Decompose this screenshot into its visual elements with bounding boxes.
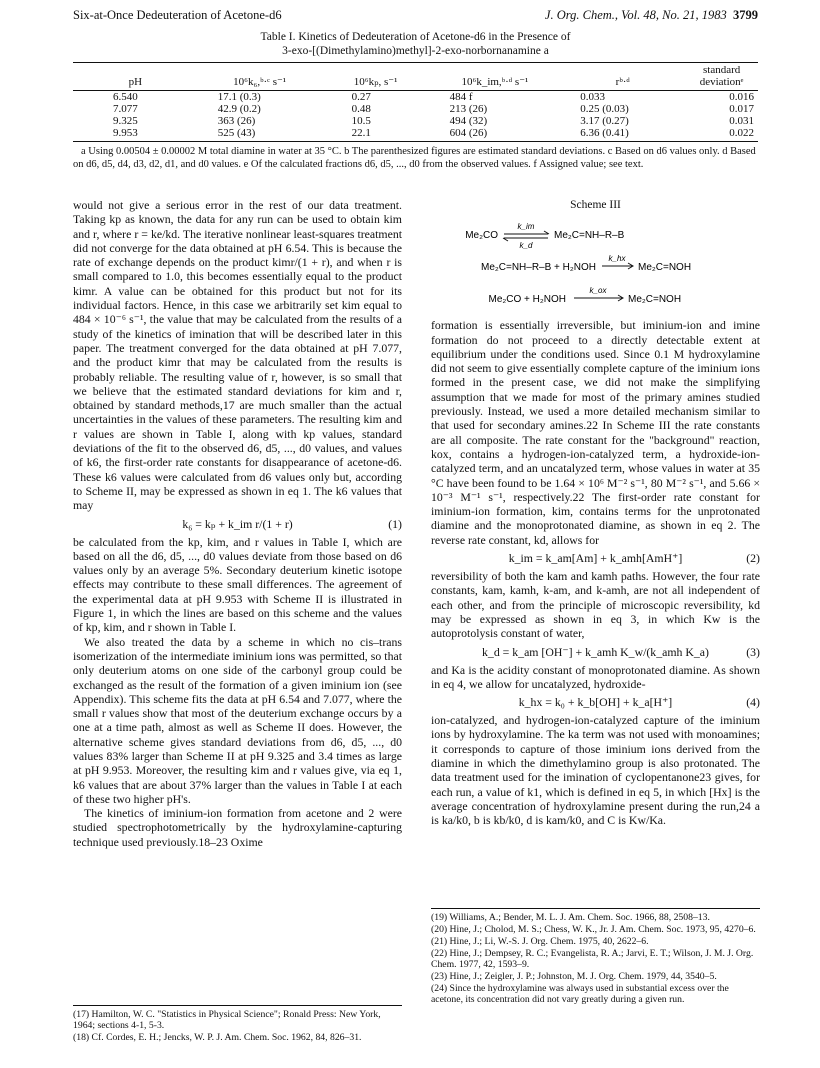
running-head (73, 6, 758, 24)
table-header-row (73, 63, 758, 91)
table-cell: 9.325 (113, 115, 138, 127)
table-cell: 6.36 (0.41) (560, 127, 685, 142)
table-caption-line-2: 3-exo-[(Dimethylamino)methyl]-2-exo-norbornanamine a (282, 45, 549, 57)
table-cell: 22.1 (322, 127, 430, 142)
scheme-diagram (446, 216, 746, 312)
table-cell: 363 (26) (217, 115, 256, 127)
equation-number: (3) (746, 644, 760, 659)
table-cell: 484 f (449, 91, 473, 103)
footnote: (21) Hine, J.; Li, W.-S. J. Org. Chem. 1975, 40, 2622–6. (431, 936, 649, 947)
table-cell: 6.540 (113, 91, 138, 103)
footnote: (18) Cf. Cordes, E. H.; Jencks, W. P. J. Am. Chem. Soc. 1962, 84, 826–31. (73, 1032, 362, 1043)
paragraph: be calculated from the kp, kim, and r values in Table I, which are based on all the d6, d5, ..., d0 values deviate from those based on d6 values only by an average 5%. Secondary deuterium kinetic isotope effects may contribute to these small differences. The agreement of the experimental data at pH 9.953 with Scheme II is illustrated in Figure 1, in which the lines are based on this scheme and the values of kp, kim, and r shown in Table I. (73, 534, 402, 635)
paragraph: and Ka is the acidity constant of monoprotonated diamine. As shown in eq 4, we allow for uncatalyzed, hydroxide- (431, 662, 760, 691)
table-cell: 525 (43) (198, 127, 322, 142)
table-cell: 42.9 (0.2) (217, 103, 261, 115)
table-row (73, 91, 758, 104)
equation-3 (431, 644, 760, 660)
table-1 (73, 30, 758, 171)
equation-body: k_d = k_am [OH⁻] + k_amh K_w/(k_amh K_a) (482, 644, 709, 659)
equation-number: (1) (388, 516, 402, 531)
footnote: (23) Hine, J.; Zeigler, J. P.; Johnston, M. J. Org. Chem. 1979, 44, 3540–5. (431, 971, 717, 982)
table-row (73, 115, 758, 127)
col-header-kp: 10⁶kₚ, s⁻¹ (322, 63, 430, 91)
paragraph: reversibility of both the kam and kamh paths. However, the four rate constants, kam, kamh, k-am, and k-amh, are not all independent of each other, and from the principle of microscopic reversibility, kd may be expressed as shown in eq 3, in which Kw is the autoprotolysis constant of water, (431, 569, 760, 641)
equation-body: k_im = k_am[Am] + k_amh[AmH⁺] (508, 551, 683, 566)
right-footnotes (431, 908, 760, 1006)
footnote: (19) Williams, A.; Bender, M. L. J. Am. Chem. Soc. 1966, 88, 2508–13. (431, 912, 710, 923)
scheme-k-d: k_d (519, 241, 532, 251)
table-cell: 604 (26) (430, 127, 561, 142)
scheme-r3-left: Me₂CO + H₂NOH (488, 294, 566, 306)
equation-2 (431, 550, 760, 566)
scheme-r2-right: Me₂C=NOH (637, 262, 691, 274)
table-cell: 0.033 (580, 91, 605, 103)
equation-body: k_hx = k₀ + k_b[OH] + k_a[H⁺] (518, 695, 673, 710)
kinetics-table (73, 62, 758, 142)
scheme-title: Scheme III (570, 199, 621, 211)
left-footnotes (73, 1005, 402, 1044)
table-cell: 213 (26) (449, 103, 488, 115)
table-cell: 7.077 (113, 103, 138, 115)
scheme-r1-right: Me₂C=NH–R–B (553, 230, 624, 242)
scheme-3 (431, 198, 760, 312)
col-header-k6: 10⁶k₆,ᵇ·ᶜ s⁻¹ (198, 63, 322, 91)
col-header-std-dev: standard deviationᵉ (685, 63, 758, 91)
table-footnotes: a Using 0.00504 ± 0.00002 M total diamine in water at 35 °C. b The parenthesized figures are estimated standard deviations. c Based on d6 values only. d Based on d6, d5, d4, d3, d2, d1, and d0 values. e Of the calculated fractions d6, d5, ..., d0 from the observed values. f Assigned value; see text. (73, 146, 756, 170)
table-cell: 10.5 (351, 115, 371, 127)
scheme-r2-left: Me₂C=NH–R–B + H₂NOH (480, 262, 596, 274)
page-number: 3799 (733, 8, 758, 22)
footnote: (20) Hine, J.; Cholod, M. S.; Chess, W. K., Jr. J. Am. Chem. Soc. 1973, 95, 4270–6. (431, 924, 756, 935)
equation-number: (4) (746, 695, 760, 710)
col-header-r: rᵇ·ᵈ (560, 63, 685, 91)
table-caption-line-1: Table I. Kinetics of Dedeuteration of Acetone-d6 in the Presence of (260, 31, 571, 43)
running-head-citation (545, 6, 758, 24)
col-header-kim: 10⁶k_im,ᵇ·ᵈ s⁻¹ (430, 63, 561, 91)
running-head-title: Six-at-Once Dedeuteration of Acetone-d6 (73, 8, 282, 22)
table-cell: 17.1 (0.3) (217, 91, 261, 103)
table-cell: 9.953 (73, 127, 198, 142)
equation-body: k₆ = kₚ + k_im r/(1 + r) (182, 516, 293, 531)
table-caption (73, 30, 758, 58)
paragraph: The kinetics of iminium-ion formation from acetone and 2 were studied spectrophotometrically by the hydroxylamine-capturing technique used previously.18–23 Oxime (73, 806, 402, 849)
journal-citation: J. Org. Chem., Vol. 48, No. 21, 1983 (544, 8, 727, 22)
table-cell: 0.25 (0.03) (580, 103, 629, 115)
right-column (431, 198, 760, 828)
scheme-r1-left: Me₂CO (464, 230, 498, 242)
table-cell: 0.017 (729, 103, 754, 115)
scheme-k-im: k_im (517, 222, 534, 232)
footnote: (22) Hine, J.; Dempsey, R. C.; Evangelista, R. A.; Jarvi, E. T.; Wilson, J. M. J. Org. Chem. 1977, 42, 1593–9. (431, 948, 754, 970)
scheme-r3-right: Me₂C=NOH (627, 294, 681, 306)
table-cell: 494 (32) (449, 115, 488, 127)
table-cell: 0.016 (729, 91, 754, 103)
table-cell: 3.17 (0.27) (580, 115, 629, 127)
paragraph: ion-catalyzed, and hydrogen-ion-catalyzed capture of the iminium ions by hydroxylamine. The ka term was not used with monoamines; it corresponds to capture of those iminium ions derived from the diamine in which the dimethylamino group is also protonated. The data treatment used for the imination of cyclopentanone23 gives, for each run, a value of k1, which is defined in eq 5, in which [Hx] is the average concentration of hydroxylamine present during the run,24 a is ka/k0, b is kb/k0, d is kam/k0, and C is Kw/Ka. (431, 713, 760, 828)
equation-4 (431, 694, 760, 710)
table-cell: 0.27 (351, 91, 371, 103)
table-cell: 0.48 (351, 103, 371, 115)
footnote: (24) Since the hydroxylamine was always used in substantial excess over the acetone, its concentration did not vary greatly during a given run. (431, 983, 729, 1005)
left-column (73, 198, 402, 849)
paragraph: We also treated the data by a scheme in which no cis–trans isomerization of the intermediate iminium ions was permitted, so that only deuterium atoms on one side of the carbonyl group could be exchanged as the result of the formation of a given iminium ion (see Appendix). This scheme fits the data at pH 6.54 and 7.077, where the small r values show that most of the deuterium exchange occurs by a one at a time path, almost as well as Scheme II does. However, the alternative scheme gives standard deviations from d6, d5, ..., d0 values 83% larger than Scheme II at pH 9.325 and 3.4 times as large at pH 9.953. Moreover, the resulting kim and r values give, via eq 1, k6 values that are about 37% larger than the values in Table I at each of these two higher pH's. (73, 634, 402, 806)
col-header-ph: pH (73, 63, 198, 91)
paragraph: would not give a serious error in the rest of our data treatment. Taking kp as known, the data for any run can be used to obtain kim and r, where r = ke/kd. The iterative nonlinear least-squares treatment did not converge for the data obtained at pH 6.54. This is because the rate of exchange depends on the product kimr/(1 + r), and when r is small compared to 1.0, this becomes essentially equal to the product kimr. A value can be obtained for this product but not for its individual factors. Hence, in this case we arbitrarily set kim equal to 484 × 10⁻⁶ s⁻¹, the value that may be calculated from the results of a study of the kinetics of imination that will be described later in this paper. The treatment converged for the data obtained at pH 7.077, and the product kimr that may be calculated from the results is probably reliable. The resulting value of r, however, is so small that we believe that the estimated standard deviations for kim and r, obtained by standard methods,17 are much smaller than the actual uncertainties in the values of these parameters. The resulting kim and r values are shown in Table I, along with kp values, standard deviations of the fit to the observed d6, d5, ..., d0 values, and values of k6, the first-order rate constants for disappearance of acetone-d6. These k6 values were calculated from d6 values only but, according to Scheme II, may be expressed as shown in eq 1. The k6 values that may (73, 198, 402, 513)
footnote: (17) Hamilton, W. C. "Statistics in Physical Science"; Ronald Press: New York, 1964; sections 4-1, 5-3. (73, 1009, 381, 1031)
table-cell: 0.022 (685, 127, 758, 142)
table-row (73, 127, 758, 142)
paragraph: formation is essentially irreversible, but iminium-ion and imine formation do not proceed to a directly detectable extent at equilibrium under the conditions used. Since 0.1 M hydroxylamine did not seem to give essentially complete capture of the iminium ions formed in the present case, we did not make the simplifying assumption that we made for most of the primary amines studied previously. Instead, we used a more detailed mechanism similar to that used for secondary amines.22 In Scheme III the rate constants are all composite. The rate constant for the "background" reaction, kox, contains a hydrogen-ion-catalyzed term, a hydroxide-ion-catalyzed term, and an uncatalyzed term, whose values in water at 35 °C have been found to be 1.64 × 10⁶ M⁻² s⁻¹, 80 M⁻² s⁻¹, and 5.66 × 10⁻³ M⁻¹ s⁻¹, respectively.22 The first-order rate constant for iminium-ion formation, kim, contains terms for the unprotonated diamine and the monoprotonated diamine, as shown in eq 2. The reverse rate constant, kd, allows for (431, 318, 760, 547)
table-cell: 0.031 (729, 115, 754, 127)
scheme-k-ox: k_ox (589, 286, 606, 296)
equation-number: (2) (746, 551, 760, 566)
scheme-k-hx: k_hx (608, 254, 625, 264)
equation-1 (73, 516, 402, 532)
table-row (73, 103, 758, 115)
